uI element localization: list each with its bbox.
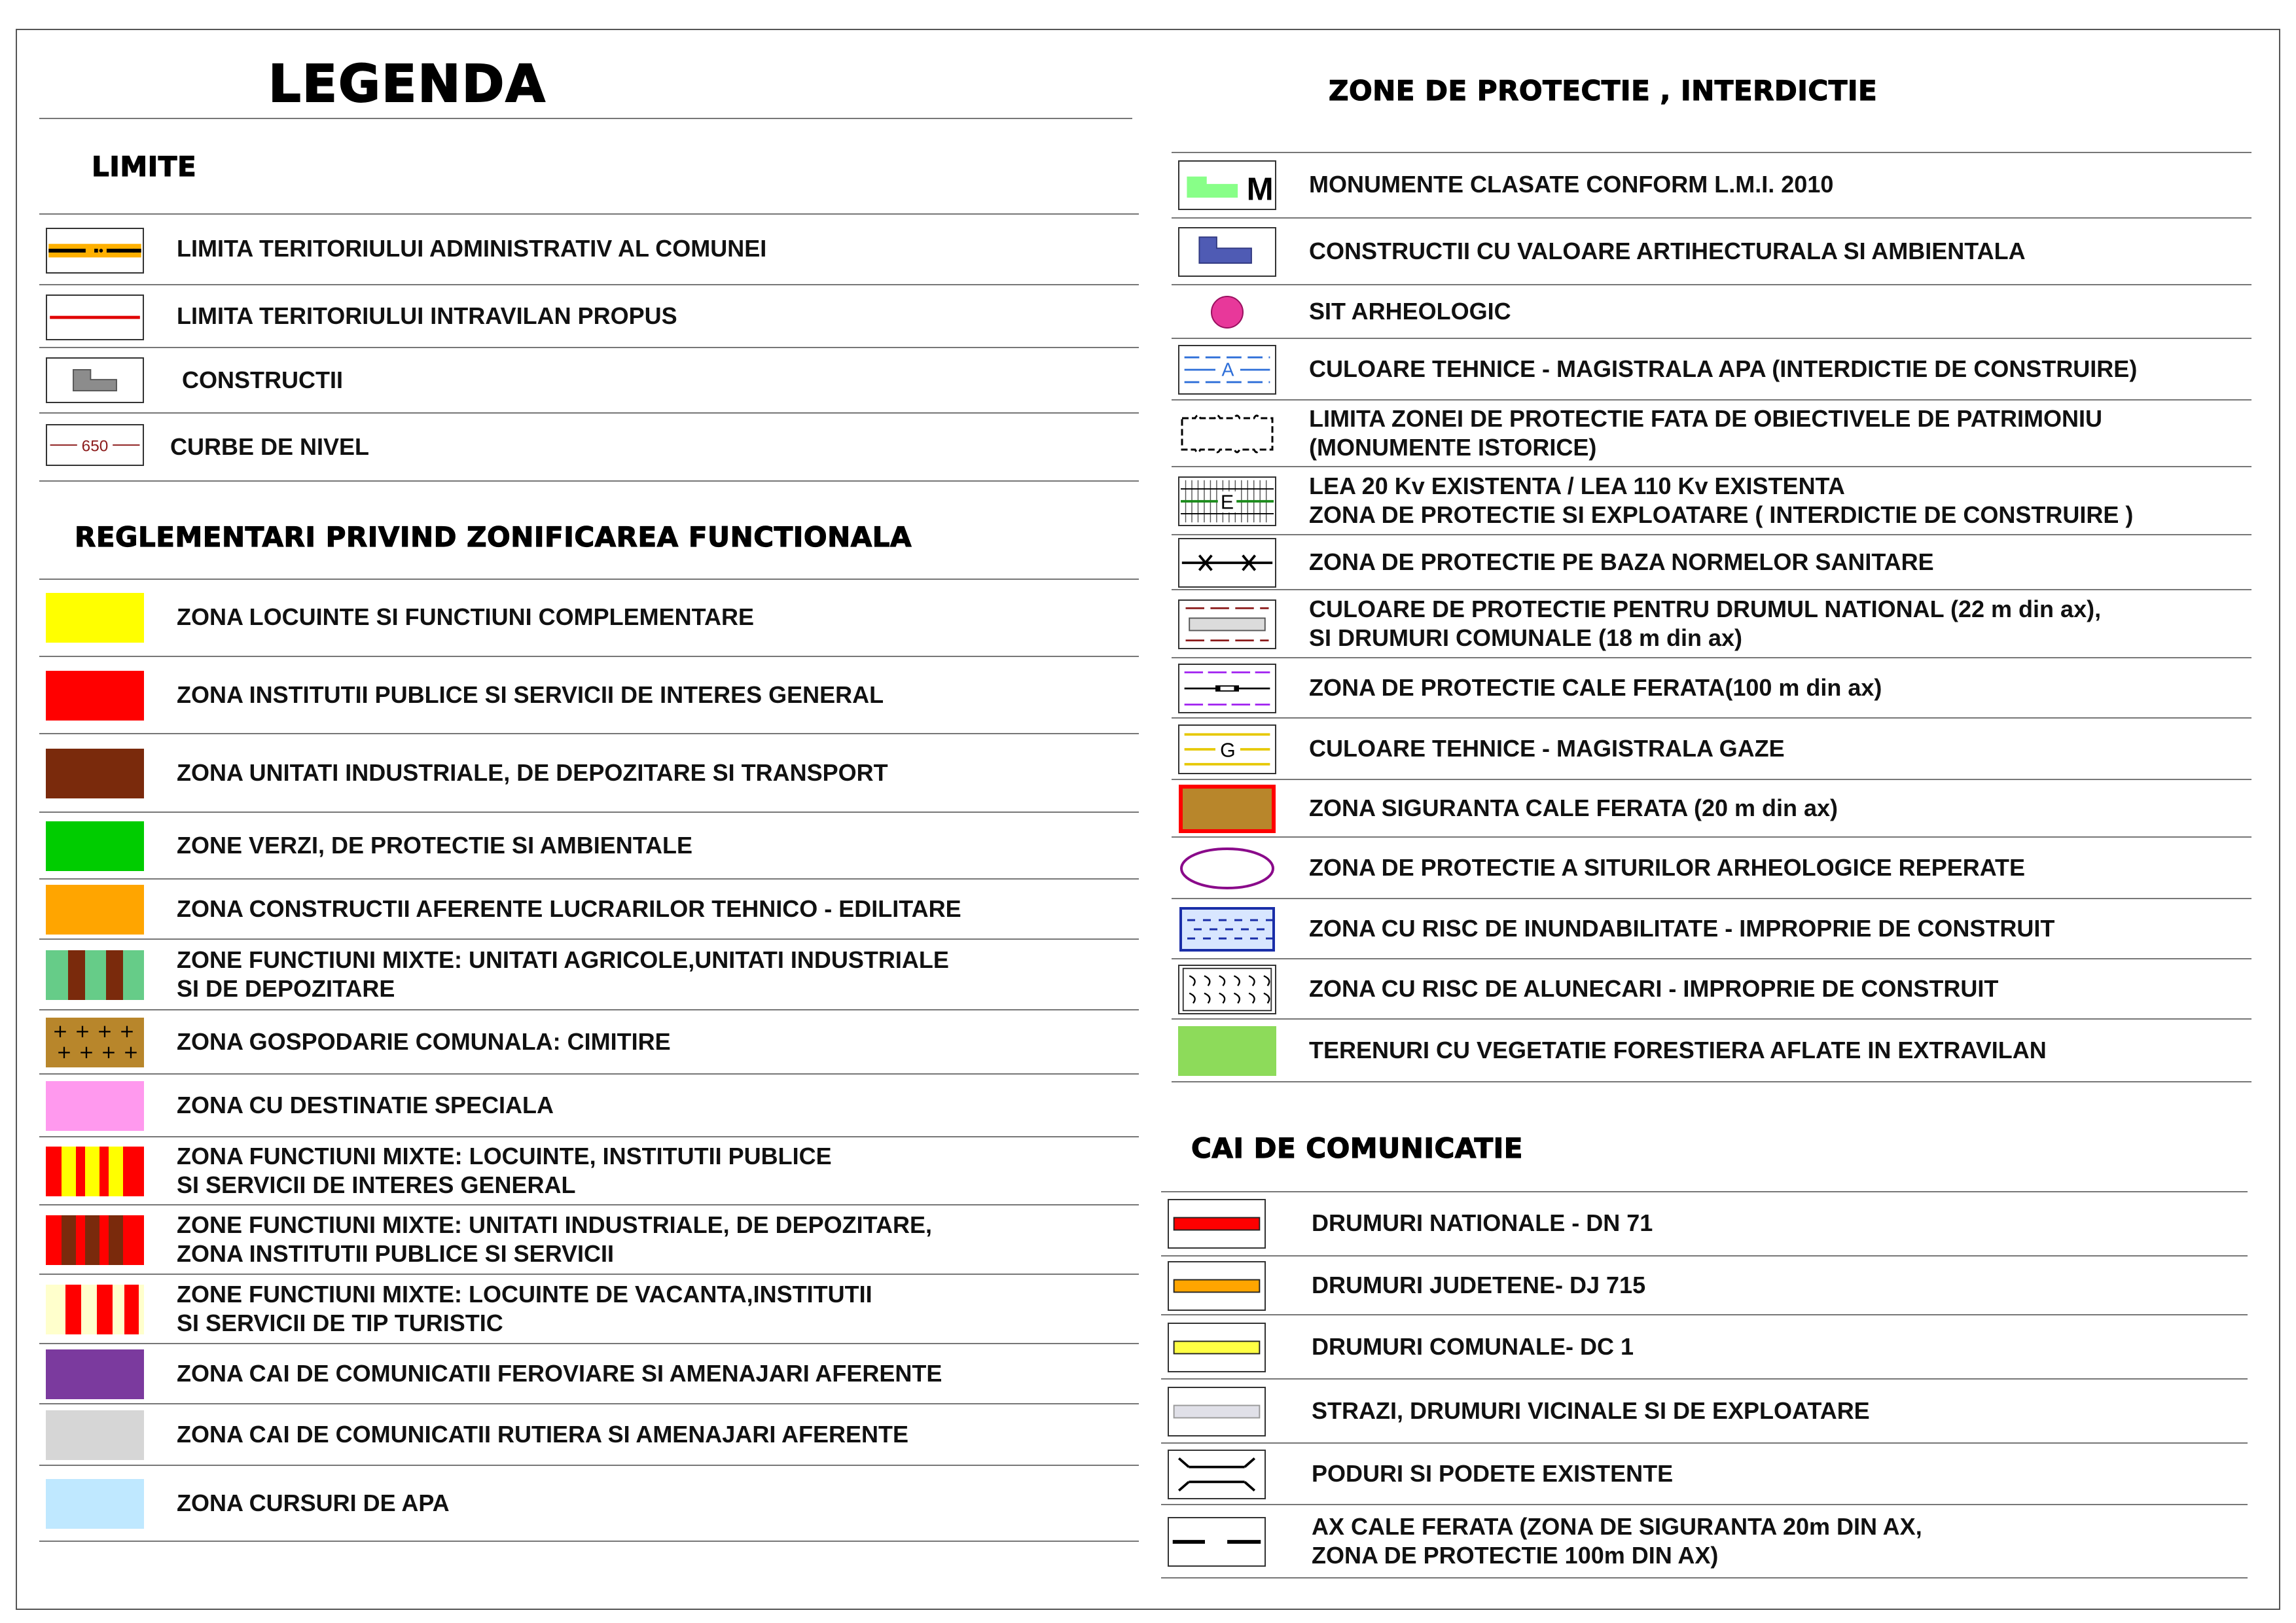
svg-text:A: A <box>1221 359 1234 381</box>
protection-symbol-14 <box>1178 965 1276 1014</box>
divider <box>39 118 1132 119</box>
legend-label <box>1309 1036 2047 1065</box>
legend-row <box>1161 1380 2248 1444</box>
legend-label <box>177 758 888 787</box>
legend-row <box>1161 1315 2248 1380</box>
legend-row <box>39 657 1139 734</box>
legend-label-line: CULOARE TEHNICE - MAGISTRALA APA (INTERDICTIE DE CONSTRUIRE) <box>1309 355 2138 382</box>
legend-label-line: MONUMENTE CLASATE CONFORM L.M.I. 2010 <box>1309 171 1834 198</box>
contour-value: 650 <box>81 437 109 455</box>
legend-label-line: DRUMURI NATIONALE - DN 71 <box>1312 1209 1653 1236</box>
legend-label-line: TERENURI CU VEGETATIE FORESTIERA AFLATE IN EXTRAVILAN <box>1309 1037 2047 1063</box>
road-symbol-3 <box>1168 1323 1266 1372</box>
legend-label <box>177 831 692 860</box>
legend-label-line: CULOARE TEHNICE - MAGISTRALA GAZE <box>1309 735 1785 762</box>
zone-swatch-11 <box>46 1285 144 1334</box>
legend-row <box>1172 838 2251 899</box>
protection-symbol-4 <box>1178 345 1276 395</box>
legend-label <box>1309 297 1511 326</box>
legend-row <box>39 1344 1139 1404</box>
legend-label-line: ZONE FUNCTIUNI MIXTE: UNITATI INDUSTRIALE, DE DEPOZITARE, <box>177 1211 932 1238</box>
svg-text:+: + <box>52 1020 68 1042</box>
legend-label-line: ZONA CU DESTINATIE SPECIALA <box>177 1092 554 1118</box>
svg-text:G: G <box>1220 740 1236 762</box>
legend-label-line: ZONA DE PROTECTIE A SITURILOR ARHEOLOGICE REPERATE <box>1309 854 2026 881</box>
road-symbol-6 <box>1168 1517 1266 1567</box>
admin-boundary-symbol <box>46 228 144 274</box>
legend-row <box>1172 285 2251 339</box>
legend-row <box>39 579 1139 657</box>
legend-row <box>1172 959 2251 1020</box>
legend-label <box>177 1359 942 1388</box>
protection-symbol-12 <box>1178 844 1276 893</box>
protection-title: ZONE DE PROTECTIE , INTERDICTIE <box>1329 75 1878 107</box>
legend-label <box>177 681 884 709</box>
zone-swatch-12 <box>46 1349 144 1399</box>
legend-label <box>1312 1512 1922 1570</box>
legend-row <box>1172 590 2251 658</box>
svg-text:+: + <box>79 1041 94 1063</box>
svg-text:+: + <box>119 1020 135 1042</box>
legend-label-line: ZONA CAI DE COMUNICATII FEROVIARE SI AMENAJARI AFERENTE <box>177 1360 942 1387</box>
legend-label <box>1312 1397 1870 1425</box>
protection-symbol-11 <box>1178 784 1276 834</box>
legend-row <box>1161 1505 2248 1578</box>
legend-label <box>177 1211 932 1268</box>
road-symbol-4 <box>1168 1387 1266 1436</box>
legend-label-line: DRUMURI COMUNALE- DC 1 <box>1312 1333 1634 1360</box>
legend-row <box>39 880 1139 940</box>
zone-swatch-14 <box>46 1479 144 1529</box>
legend-label-line: SI DE DEPOZITARE <box>177 975 395 1002</box>
legend-label-line: ZONE FUNCTIUNI MIXTE: LOCUINTE DE VACANTA,INSTITUTII <box>177 1281 872 1308</box>
zone-swatch-5 <box>46 885 144 935</box>
legend-label-line: DRUMURI JUDETENE- DJ 715 <box>1312 1272 1646 1298</box>
legend-label <box>1312 1209 1653 1238</box>
legend-label-line: ZONA CU RISC DE ALUNECARI - IMPROPRIE DE CONSTRUIT <box>1309 975 1999 1002</box>
legend-label <box>177 1027 671 1056</box>
legend-label-line: ZONA DE PROTECTIE 100m DIN AX) <box>1312 1542 1719 1569</box>
legend-label <box>1309 794 1838 823</box>
zone-swatch-4 <box>46 821 144 871</box>
zone-swatch-13 <box>46 1410 144 1460</box>
legend-label <box>1309 595 2101 652</box>
protection-symbol-5 <box>1178 409 1276 459</box>
legend-label <box>1309 404 2102 462</box>
legend-row <box>39 940 1139 1010</box>
legend-label-line: ZONE FUNCTIUNI MIXTE: UNITATI AGRICOLE,UNITATI INDUSTRIALE <box>177 946 949 973</box>
legend-label <box>177 1420 908 1449</box>
legend-row <box>1172 719 2251 780</box>
legend-row <box>39 348 1139 414</box>
legend-label <box>177 1091 554 1120</box>
legend-row <box>1161 1191 2248 1257</box>
legend-row <box>1172 899 2251 959</box>
legend-label-line: ZONA CURSURI DE APA <box>177 1489 450 1516</box>
legend-label <box>1309 734 1785 763</box>
legend-row <box>39 285 1139 348</box>
legend-label <box>1309 673 1882 702</box>
intravilan-boundary-symbol <box>46 294 144 340</box>
svg-text:+: + <box>123 1041 139 1063</box>
zone-swatch-10 <box>46 1215 144 1265</box>
road-symbol-1 <box>1168 1199 1266 1249</box>
protection-symbol-1 <box>1178 160 1276 210</box>
legend-row <box>39 734 1139 813</box>
legend-label <box>1312 1459 1673 1488</box>
legend-label <box>1309 974 1998 1003</box>
protection-symbol-6 <box>1178 476 1276 526</box>
protection-symbol-9 <box>1178 664 1276 713</box>
legend-label-line: ZONA DE PROTECTIE CALE FERATA(100 m din ax) <box>1309 674 1882 701</box>
legend-label-line: AX CALE FERATA (ZONA DE SIGURANTA 20m DIN AX, <box>1312 1513 1922 1540</box>
legend-row <box>1172 1020 2251 1082</box>
zone-swatch-9 <box>46 1147 144 1196</box>
protection-symbol-7 <box>1178 538 1276 588</box>
legend-label <box>1309 170 1833 199</box>
zoning-title: REGLEMENTARI PRIVIND ZONIFICAREA FUNCTIONALA <box>75 521 912 553</box>
legend-label <box>1312 1271 1645 1300</box>
construction-symbol <box>46 357 144 403</box>
protection-symbol-2 <box>1178 227 1276 277</box>
legend-label <box>177 603 754 632</box>
legend-label <box>1309 472 2133 529</box>
protection-symbol-15 <box>1178 1026 1276 1076</box>
legend-label-line: SI SERVICII DE TIP TURISTIC <box>177 1310 503 1336</box>
legend-label-line: STRAZI, DRUMURI VICINALE SI DE EXPLOATARE <box>1312 1397 1870 1424</box>
legend-label-line: SIT ARHEOLOGIC <box>1309 298 1511 325</box>
legend-row <box>39 213 1139 285</box>
roads-title: CAI DE COMUNICATIE <box>1191 1132 1523 1164</box>
legend-row <box>1172 339 2251 401</box>
legend-row <box>1172 535 2251 590</box>
legend-label-line: ZONA INSTITUTII PUBLICE SI SERVICII <box>177 1240 615 1267</box>
svg-text:+: + <box>101 1041 117 1063</box>
svg-text:E: E <box>1220 491 1234 514</box>
legend-label-line: ZONA INSTITUTII PUBLICE SI SERVICII DE INTERES GENERAL <box>177 681 884 708</box>
legend-label <box>177 946 949 1003</box>
legend-row <box>1172 658 2251 719</box>
legend-row <box>1161 1444 2248 1505</box>
legend-title: LEGENDA <box>268 55 547 114</box>
legend-label-line: ZONA FUNCTIUNI MIXTE: LOCUINTE, INSTITUTII PUBLICE <box>177 1143 832 1169</box>
svg-text:+: + <box>97 1020 113 1042</box>
protection-symbol-3 <box>1178 287 1276 337</box>
legend-label: LIMITA TERITORIULUI ADMINISTRATIV AL COMUNEI <box>177 235 767 262</box>
legend-row <box>39 1466 1139 1542</box>
legend-row <box>1161 1257 2248 1315</box>
zone-swatch-7 <box>46 1018 144 1067</box>
legend-row <box>1172 467 2251 535</box>
contour-line-symbol <box>46 424 144 466</box>
zone-swatch-1 <box>46 593 144 643</box>
legend-label-line: ZONA CU RISC DE INUNDABILITATE - IMPROPRIE DE CONSTRUIT <box>1309 915 2055 942</box>
legend-label <box>1309 237 2026 266</box>
legend-label-line: SI SERVICII DE INTERES GENERAL <box>177 1171 576 1198</box>
legend-row <box>39 813 1139 880</box>
legend-label: CURBE DE NIVEL <box>170 433 370 460</box>
legend-row <box>1172 219 2251 285</box>
legend-label-line: CULOARE DE PROTECTIE PENTRU DRUMUL NATIONAL (22 m din ax), <box>1309 596 2102 622</box>
legend-label: LIMITA TERITORIULUI INTRAVILAN PROPUS <box>177 302 677 329</box>
protection-symbol-13 <box>1178 904 1276 954</box>
legend-label-line: ZONA UNITATI INDUSTRIALE, DE DEPOZITARE SI TRANSPORT <box>177 759 888 786</box>
legend-label-line: CONSTRUCTII CU VALOARE ARTIHECTURALA SI AMBIENTALA <box>1309 238 2026 264</box>
protection-symbol-10 <box>1178 724 1276 774</box>
legend-row <box>39 1075 1139 1137</box>
legend-row <box>1172 780 2251 838</box>
zone-swatch-6 <box>46 950 144 1000</box>
legend-row <box>1172 401 2251 467</box>
svg-text:+: + <box>75 1020 90 1042</box>
protection-symbol-8 <box>1178 599 1276 649</box>
legend-label-line: ZONA GOSPODARIE COMUNALA: CIMITIRE <box>177 1028 671 1055</box>
legend-label <box>1309 853 2025 882</box>
zone-swatch-8 <box>46 1081 144 1131</box>
legend-label-line: ZONA DE PROTECTIE SI EXPLOATARE ( INTERDICTIE DE CONSTRUIRE ) <box>1309 501 2134 528</box>
svg-text:M: M <box>1246 171 1274 207</box>
limits-title: LIMITE <box>92 151 197 183</box>
zone-swatch-3 <box>46 749 144 798</box>
zone-swatch-2 <box>46 671 144 721</box>
legend-row <box>1172 152 2251 219</box>
legend-row <box>39 1404 1139 1466</box>
legend-label-line: (MONUMENTE ISTORICE) <box>1309 434 1597 461</box>
legend-label-line: ZONA CONSTRUCTII AFERENTE LUCRARILOR TEHNICO - EDILITARE <box>177 895 961 922</box>
legend-label <box>177 1142 832 1200</box>
svg-text:+: + <box>56 1041 72 1063</box>
legend-label-line: ZONA CAI DE COMUNICATII RUTIERA SI AMENAJARI AFERENTE <box>177 1421 909 1448</box>
legend-label-line: ZONE VERZI, DE PROTECTIE SI AMBIENTALE <box>177 832 693 859</box>
legend-row <box>39 1137 1139 1205</box>
road-symbol-2 <box>1168 1261 1266 1311</box>
legend-label-line: ZONA DE PROTECTIE PE BAZA NORMELOR SANITARE <box>1309 548 1934 575</box>
legend-row <box>39 414 1139 482</box>
legend-label-line: PODURI SI PODETE EXISTENTE <box>1312 1460 1674 1487</box>
legend-label: CONSTRUCTII <box>182 366 343 393</box>
legend-label <box>1309 548 1934 577</box>
legend-row <box>39 1275 1139 1344</box>
legend-row <box>39 1010 1139 1075</box>
legend-label <box>1309 914 2054 943</box>
legend-label <box>1309 355 2137 383</box>
legend-label-line: LIMITA ZONEI DE PROTECTIE FATA DE OBIECTIVELE DE PATRIMONIU <box>1309 405 2103 432</box>
legend-label <box>177 1489 450 1518</box>
road-symbol-5 <box>1168 1450 1266 1499</box>
legend-row <box>39 1205 1139 1275</box>
legend-label-line: ZONA SIGURANTA CALE FERATA (20 m din ax) <box>1309 794 1839 821</box>
legend-label <box>1312 1332 1634 1361</box>
legend-label-line: LEA 20 Kv EXISTENTA / LEA 110 Kv EXISTENTA <box>1309 473 1845 499</box>
legend-label <box>177 1280 872 1338</box>
legend-label-line: SI DRUMURI COMUNALE (18 m din ax) <box>1309 624 1743 651</box>
legend-label-line: ZONA LOCUINTE SI FUNCTIUNI COMPLEMENTARE <box>177 603 754 630</box>
legend-label <box>177 895 961 923</box>
